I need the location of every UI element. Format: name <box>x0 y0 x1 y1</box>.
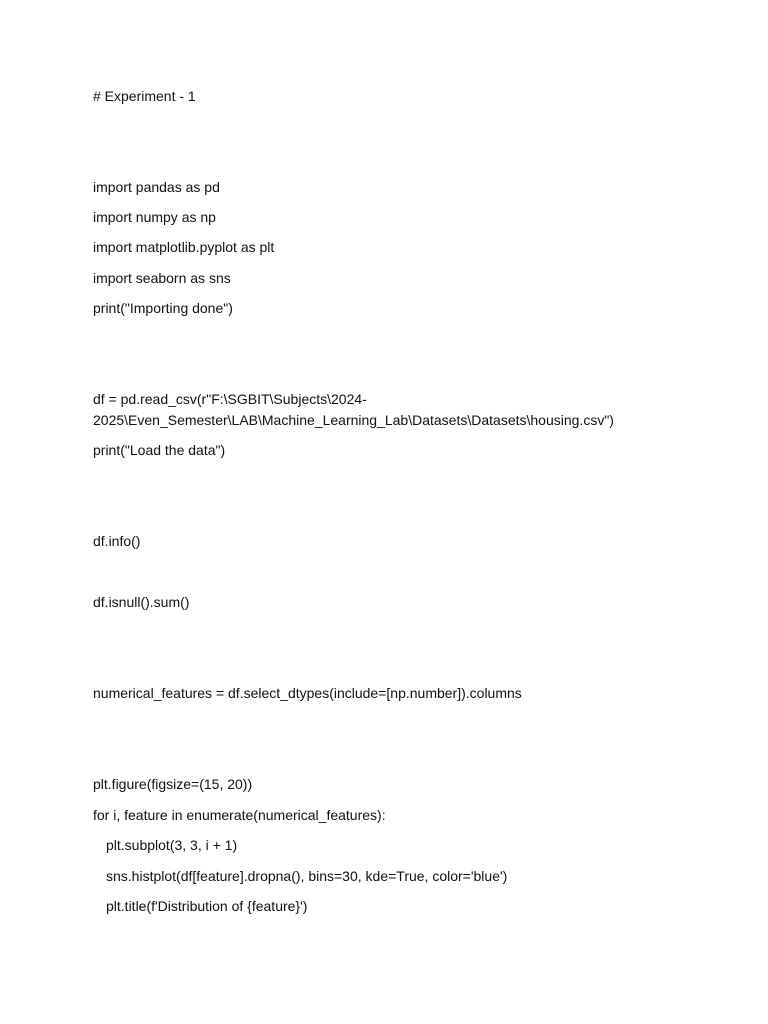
code-line-histplot: sns.histplot(df[feature].dropna(), bins=30, kde=True, color='blue') <box>106 868 508 884</box>
code-line-numerical-features: numerical_features = df.select_dtypes(include=[np.number]).columns <box>93 685 522 701</box>
code-line-figure: plt.figure(figsize=(15, 20)) <box>93 776 253 792</box>
code-line-df-info: df.info() <box>93 533 141 549</box>
code-line-for-loop: for i, feature in enumerate(numerical_features): <box>93 807 386 823</box>
code-line-print-importing: print("Importing done") <box>93 300 233 316</box>
experiment-heading: # Experiment - 1 <box>93 88 196 104</box>
code-line-import-pandas: import pandas as pd <box>93 179 220 195</box>
code-line-subplot: plt.subplot(3, 3, i + 1) <box>106 837 238 853</box>
code-line-title: plt.title(f'Distribution of {feature}') <box>106 898 308 914</box>
code-line-read-csv: df = pd.read_csv(r"F:\SGBIT\Subjects\2024- <box>93 391 367 407</box>
code-line-isnull: df.isnull().sum() <box>93 594 190 610</box>
code-line-import-seaborn: import seaborn as sns <box>93 270 231 286</box>
code-line-import-numpy: import numpy as np <box>93 209 216 225</box>
code-line-import-matplotlib: import matplotlib.pyplot as plt <box>93 239 275 255</box>
code-line-read-csv-cont: 2025\Even_Semester\LAB\Machine_Learning_Lab\Datasets\Datasets\housing.csv") <box>93 412 614 428</box>
code-line-print-load: print("Load the data") <box>93 442 226 458</box>
